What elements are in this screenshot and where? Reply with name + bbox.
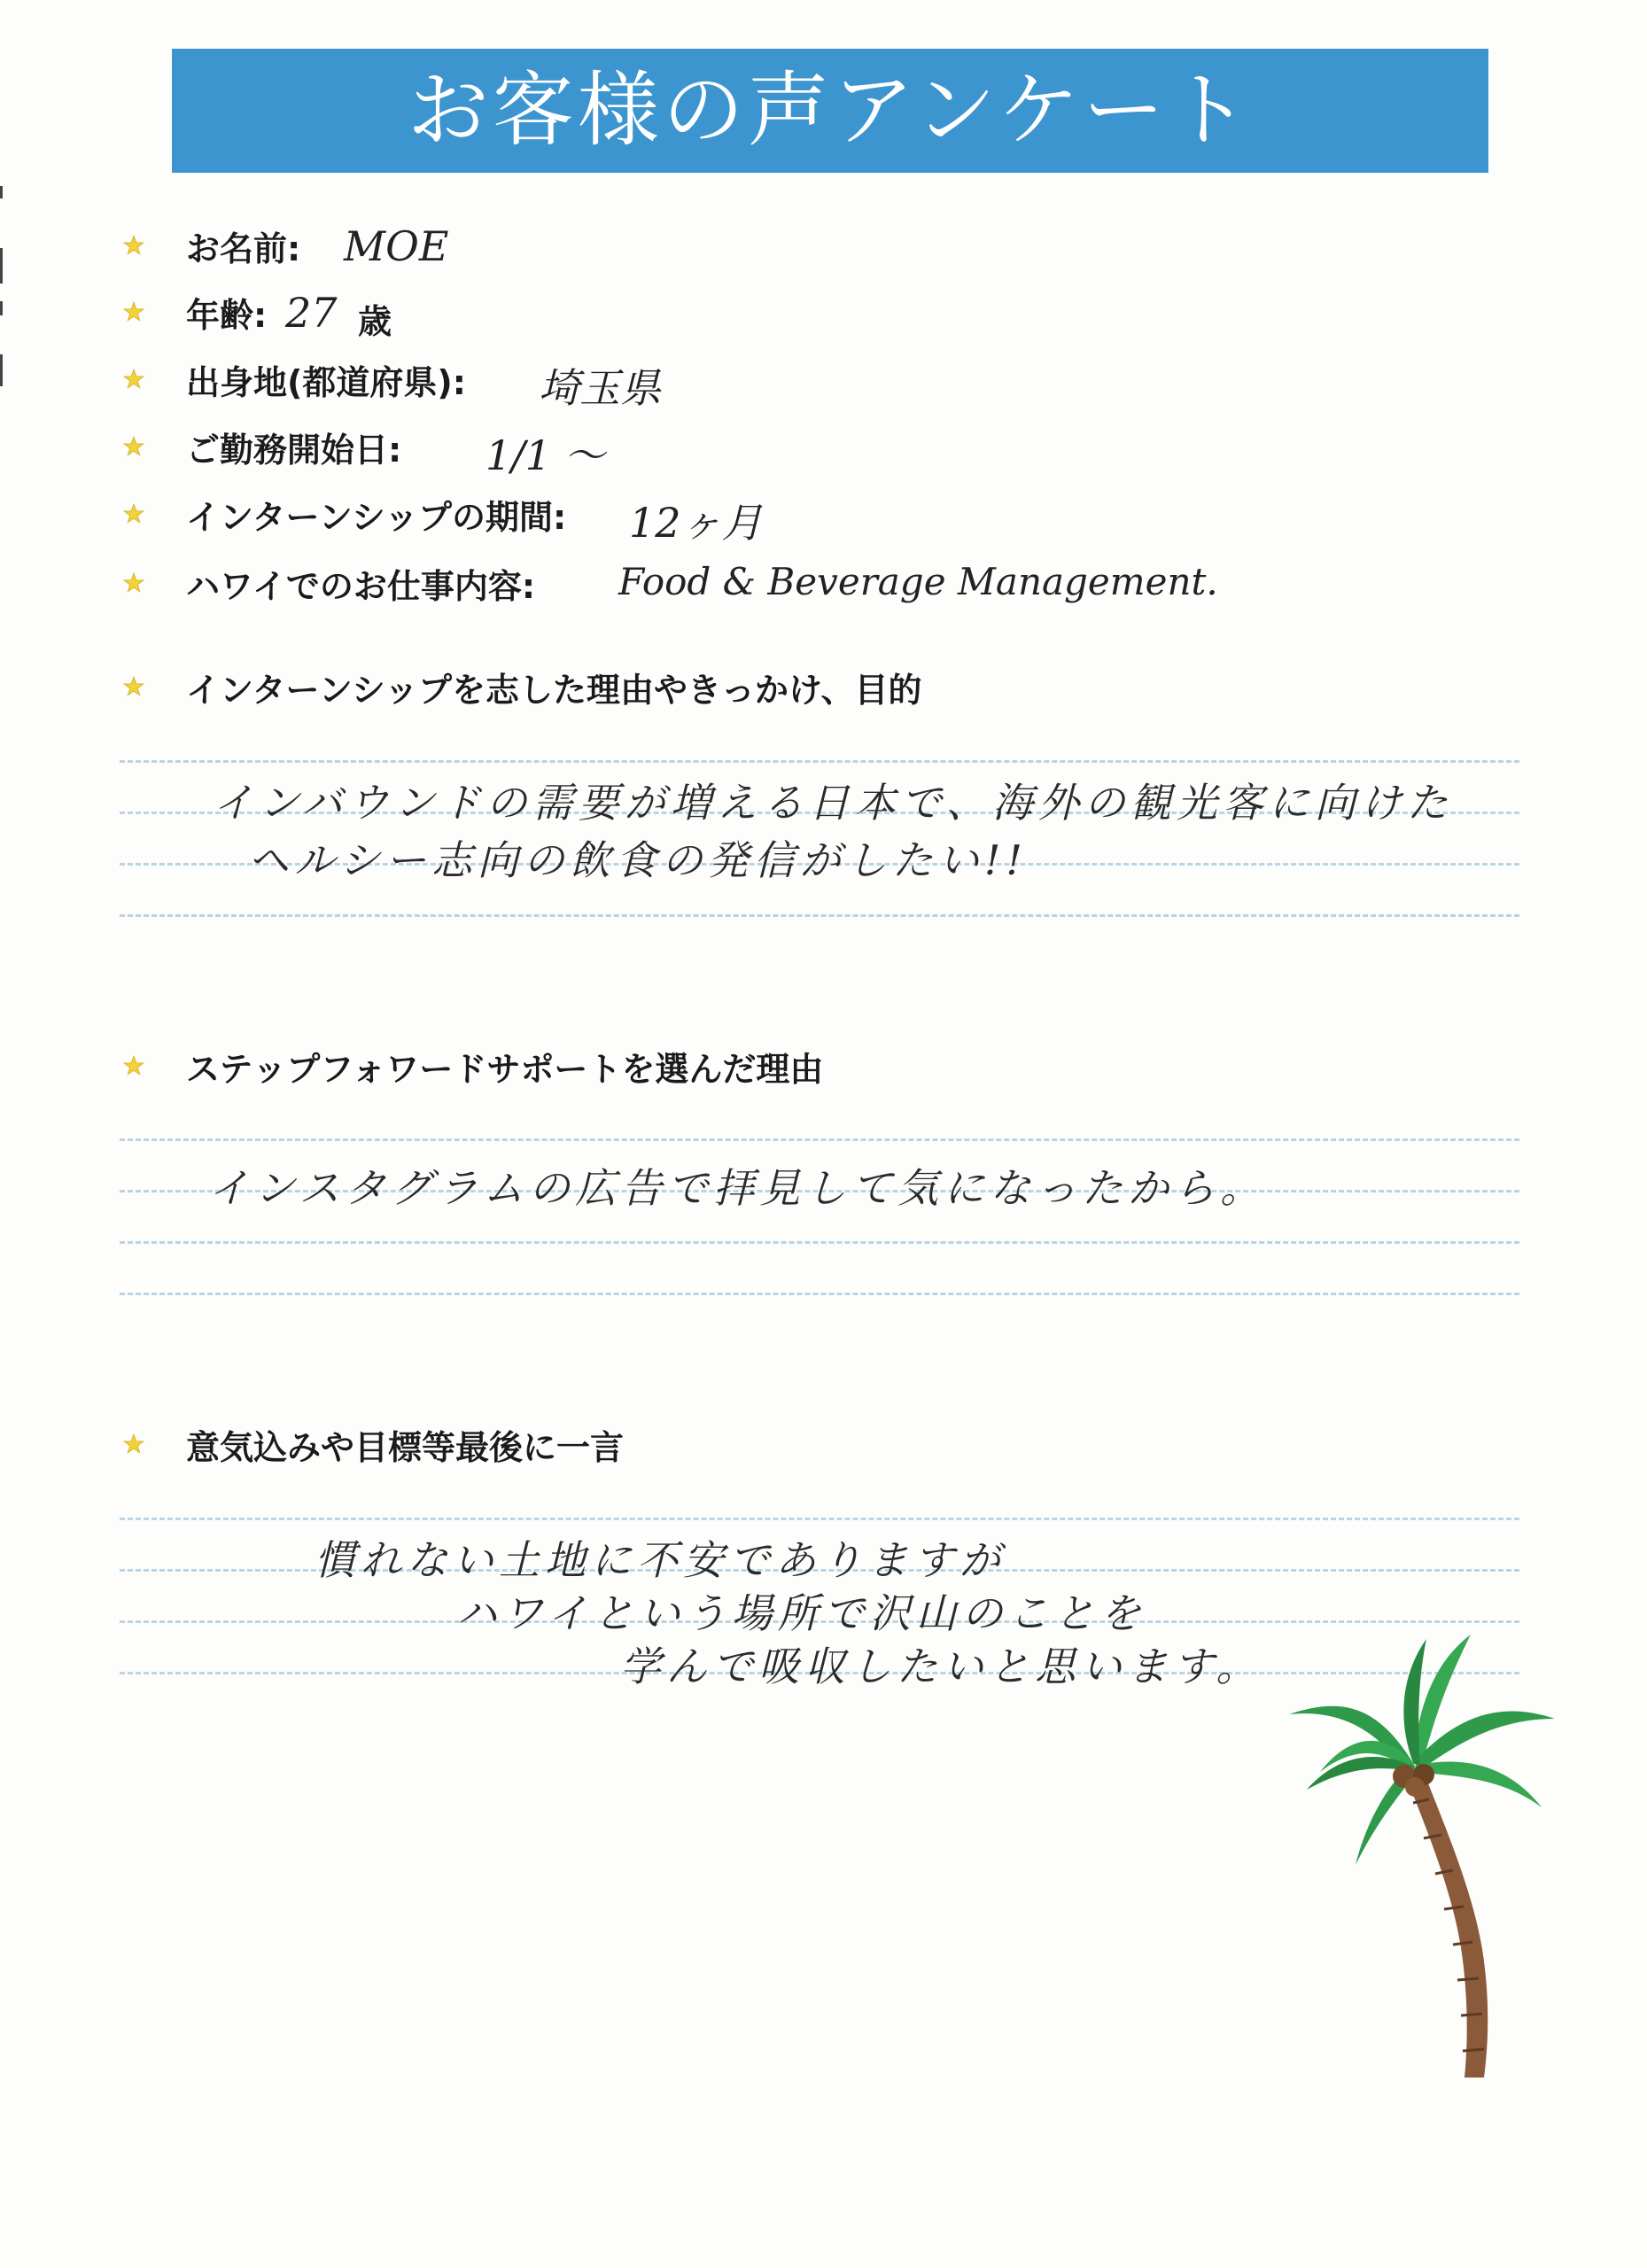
- page-title: お客様の声アンケート: [407, 63, 1254, 158]
- field-internship-period: [122, 487, 763, 547]
- star-icon: [122, 675, 145, 698]
- field-label-age: 年齢:: [186, 295, 268, 335]
- section-title-reason: [122, 660, 922, 713]
- star-icon: [122, 368, 145, 391]
- star-icon: [122, 435, 145, 458]
- answer-message-line-2: ハワイという場所で沢山のことを: [456, 1589, 1146, 1637]
- field-label-hometown: 出身地(都道府県):: [186, 362, 466, 402]
- field-value-job-content: Food & Beverage Management.: [618, 560, 1218, 603]
- field-label-name: お名前:: [186, 229, 301, 268]
- section-title-message: [122, 1418, 624, 1471]
- field-value-hometown: 埼玉県: [539, 364, 661, 412]
- answer-message-line-1: 慣れない土地に不安でありますが: [315, 1536, 1006, 1584]
- field-hometown: [122, 353, 661, 412]
- ruled-line: [120, 760, 1519, 763]
- field-name: [122, 219, 449, 272]
- star-icon: [122, 571, 145, 594]
- field-value-internship-period: 12ヶ月: [629, 499, 763, 547]
- answer-reason-line-1: インバウンドの需要が増える日本で、海外の観光客に向けた: [213, 779, 1453, 827]
- field-job-content: [122, 556, 1218, 610]
- answer-why-support-line-1: インスタグラムの広告で拝見して気になったから。: [208, 1164, 1267, 1212]
- answer-message-line-3: 学んで吸収したいと思います。: [620, 1643, 1262, 1690]
- answer-reason-line-2: ヘルシー志向の飲食の発信がしたい!!: [248, 836, 1028, 884]
- star-icon: [122, 300, 145, 323]
- palm-tree-icon: [1271, 1599, 1573, 2078]
- ruled-line: [120, 1293, 1519, 1295]
- field-value-age: 27: [285, 289, 338, 337]
- field-label-job-content: ハワイでのお仕事内容:: [186, 566, 536, 606]
- field-label-internship-period: インターンシップの期間:: [186, 497, 567, 537]
- field-suffix-age: 歳: [358, 302, 392, 341]
- title-banner: [172, 49, 1488, 173]
- scan-edge-marks: [0, 186, 5, 390]
- section-label-why-support: ステップフォワードサポートを選んだ理由: [186, 1049, 824, 1089]
- star-icon: [122, 1054, 145, 1077]
- field-label-start-date: ご勤務開始日:: [186, 430, 402, 470]
- field-value-name: MOE: [344, 222, 449, 270]
- ruled-line: [120, 1138, 1519, 1141]
- section-label-message: 意気込みや目標等最後に一言: [186, 1427, 625, 1467]
- section-title-why-support: [122, 1039, 823, 1092]
- field-age: [122, 285, 392, 341]
- field-value-start-date: 1/1 ～: [486, 431, 605, 479]
- field-start-date: [122, 420, 605, 479]
- ruled-line: [120, 1241, 1519, 1244]
- ruled-line: [120, 1518, 1519, 1520]
- section-label-reason: インターンシップを志した理由やきっかけ、目的: [186, 670, 922, 710]
- star-icon: [122, 502, 145, 525]
- star-icon: [122, 1433, 145, 1456]
- ruled-line: [120, 914, 1519, 917]
- star-icon: [122, 234, 145, 257]
